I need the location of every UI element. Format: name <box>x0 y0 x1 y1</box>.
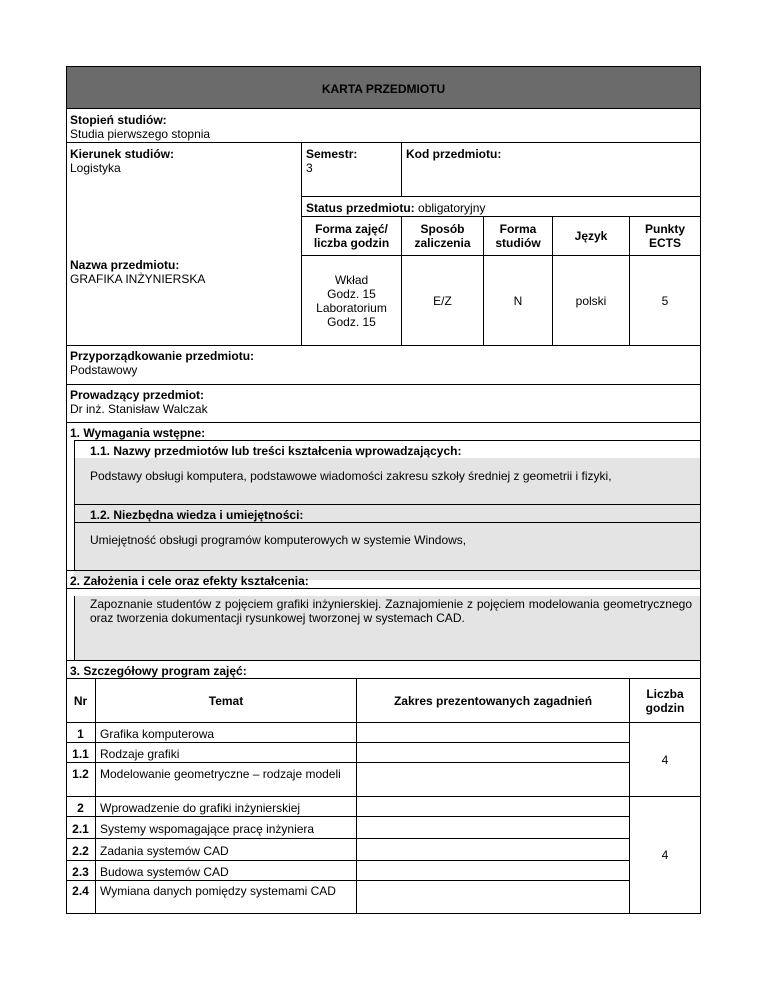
lecturer-label: Prowadzący przedmiot: <box>70 388 205 402</box>
semester-label: Semestr: <box>306 147 358 161</box>
semester-value: 3 <box>306 161 313 175</box>
table-row-topic: Grafika komputerowa <box>100 727 215 741</box>
col-sposob: Sposób zaliczenia <box>414 222 471 250</box>
hours-line: Godz. 15 <box>327 314 376 329</box>
goals-text: Zapoznanie studentów z pojęciem grafiki inżynierskiej. Zaznajomienie z pojęciem modelowania geometrycznego oraz tworzenia dokumentacji rysunkowej tworzonej w systemach CAD. <box>90 597 692 625</box>
assignment-section <box>66 347 701 379</box>
course-card <box>66 66 701 914</box>
table-row-nr: 2.4 <box>72 884 89 898</box>
table-row-topic: Systemy wspomagające pracę inżyniera <box>100 822 315 836</box>
program-heading: 3. Szczegółowy program zajęć: <box>70 664 247 678</box>
lecturer-section <box>66 386 701 418</box>
col-ects: Punkty ECTS <box>644 222 685 250</box>
hours-line: Wkład <box>334 272 369 287</box>
hours-line: Laboratorium <box>316 300 387 315</box>
program-col-hours: Liczba godzin <box>645 686 685 715</box>
field-section <box>66 145 301 177</box>
program-col-scope: Zakres prezentowanych zagadnień <box>393 693 593 708</box>
program-col-nr: Nr <box>73 693 88 708</box>
status-section <box>302 199 700 217</box>
goals-heading: 2. Założenia i cele oraz efekty kształcenia: <box>70 574 309 588</box>
table-row-nr: 1 <box>77 727 84 741</box>
table-row-topic: Wprowadzenie do grafiki inżynierskiej <box>100 801 301 815</box>
table-row-topic: Zadania systemów CAD <box>100 844 229 858</box>
col-forma-studiow: Forma studiów <box>495 222 541 250</box>
hours-group-2: 4 <box>661 848 669 862</box>
semester-section <box>302 145 401 177</box>
code-label: Kod przedmiotu: <box>406 147 502 161</box>
name-value: GRAFIKA INŻYNIERSKA <box>70 272 206 286</box>
table-row-topic: Budowa systemów CAD <box>100 865 229 879</box>
status-value: obligatoryjny <box>418 201 486 215</box>
name-label: Nazwa przedmiotu: <box>70 258 180 272</box>
assignment-label: Przyporządkowanie przedmiotu: <box>70 349 255 363</box>
prereq-heading: 1. Wymagania wstępne: <box>70 426 206 440</box>
degree-value: Studia pierwszego stopnia <box>70 127 211 141</box>
code-section <box>402 145 700 163</box>
table-row-nr: 1.2 <box>72 767 89 781</box>
program-col-topic: Temat <box>208 693 244 708</box>
language-value: polski <box>575 293 607 308</box>
study-form-value: N <box>513 293 523 308</box>
table-row-nr: 2.1 <box>72 822 89 836</box>
table-row-topic: Modelowanie geometryczne – rodzaje modeli <box>100 767 341 781</box>
degree-section <box>66 111 701 143</box>
col-jezyk: Język <box>574 229 608 243</box>
name-section <box>66 256 301 288</box>
assessment-value: E/Z <box>433 293 452 308</box>
ects-value: 5 <box>661 293 669 308</box>
field-label: Kierunek studiów: <box>70 147 175 161</box>
prereq-knowledge-heading: 1.2. Niezbędna wiedza i umiejętności: <box>90 508 304 522</box>
table-row-nr: 2.2 <box>72 844 89 858</box>
hours-group-1: 4 <box>661 752 669 767</box>
field-value: Logistyka <box>70 161 121 175</box>
table-row-nr: 1.1 <box>72 747 89 761</box>
table-row-topic: Wymiana danych pomiędzy systemami CAD <box>100 884 336 898</box>
assignment-value: Podstawowy <box>70 363 138 377</box>
col-forma-zajec: Forma zajęć/ liczba godzin <box>313 222 390 250</box>
table-row-nr: 2.3 <box>72 865 89 879</box>
status-label: Status przedmiotu: <box>306 201 415 215</box>
table-row-topic: Rodzaje grafiki <box>100 747 180 761</box>
lecturer-value: Dr inż. Stanisław Walczak <box>70 402 208 416</box>
degree-label: Stopień studiów: <box>70 113 167 127</box>
hours-line: Godz. 15 <box>327 286 376 301</box>
prereq-knowledge-text: Umiejętność obsługi programów komputerowych w systemie Windows, <box>90 533 467 547</box>
prereq-subjects-heading: 1.1. Nazwy przedmiotów lub treści kształcenia wprowadzających: <box>90 444 462 458</box>
table-row-nr: 2 <box>77 801 84 815</box>
page-title: KARTA PRZEDMIOTU <box>321 82 446 96</box>
hours-cell <box>302 256 401 345</box>
prereq-subjects-text: Podstawy obsługi komputera, podstawowe wiadomości zakresu szkoły średniej z geometrii i fizyki, <box>90 469 612 483</box>
